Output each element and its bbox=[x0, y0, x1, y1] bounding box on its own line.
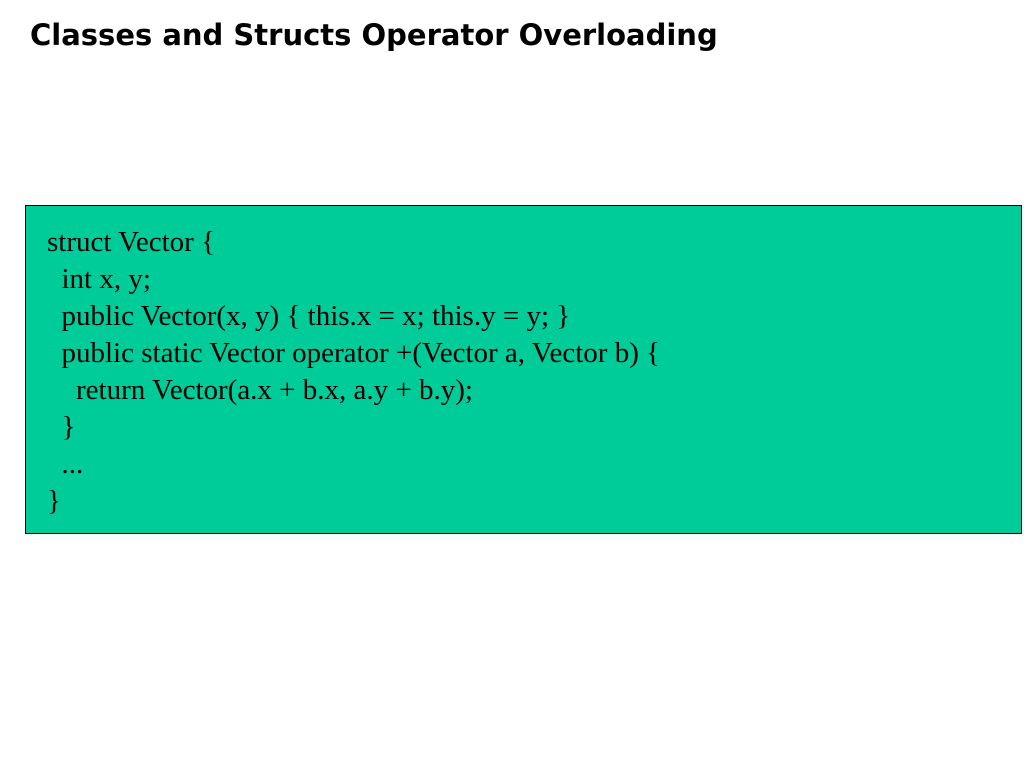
code-line: } bbox=[47, 485, 61, 517]
slide-title: Classes and Structs Operator Overloading bbox=[30, 18, 718, 52]
code-line: public Vector(x, y) { this.x = x; this.y = y; } bbox=[47, 300, 571, 332]
code-line: int x, y; bbox=[47, 263, 151, 295]
code-line: return Vector(a.x + b.x, a.y + b.y); bbox=[47, 374, 473, 406]
code-box bbox=[25, 205, 1022, 534]
code-line: ... bbox=[47, 448, 84, 480]
code-line: public static Vector operator +(Vector a, Vector b) { bbox=[47, 337, 661, 369]
code-line: } bbox=[47, 411, 76, 443]
code-line: struct Vector { bbox=[47, 226, 216, 258]
